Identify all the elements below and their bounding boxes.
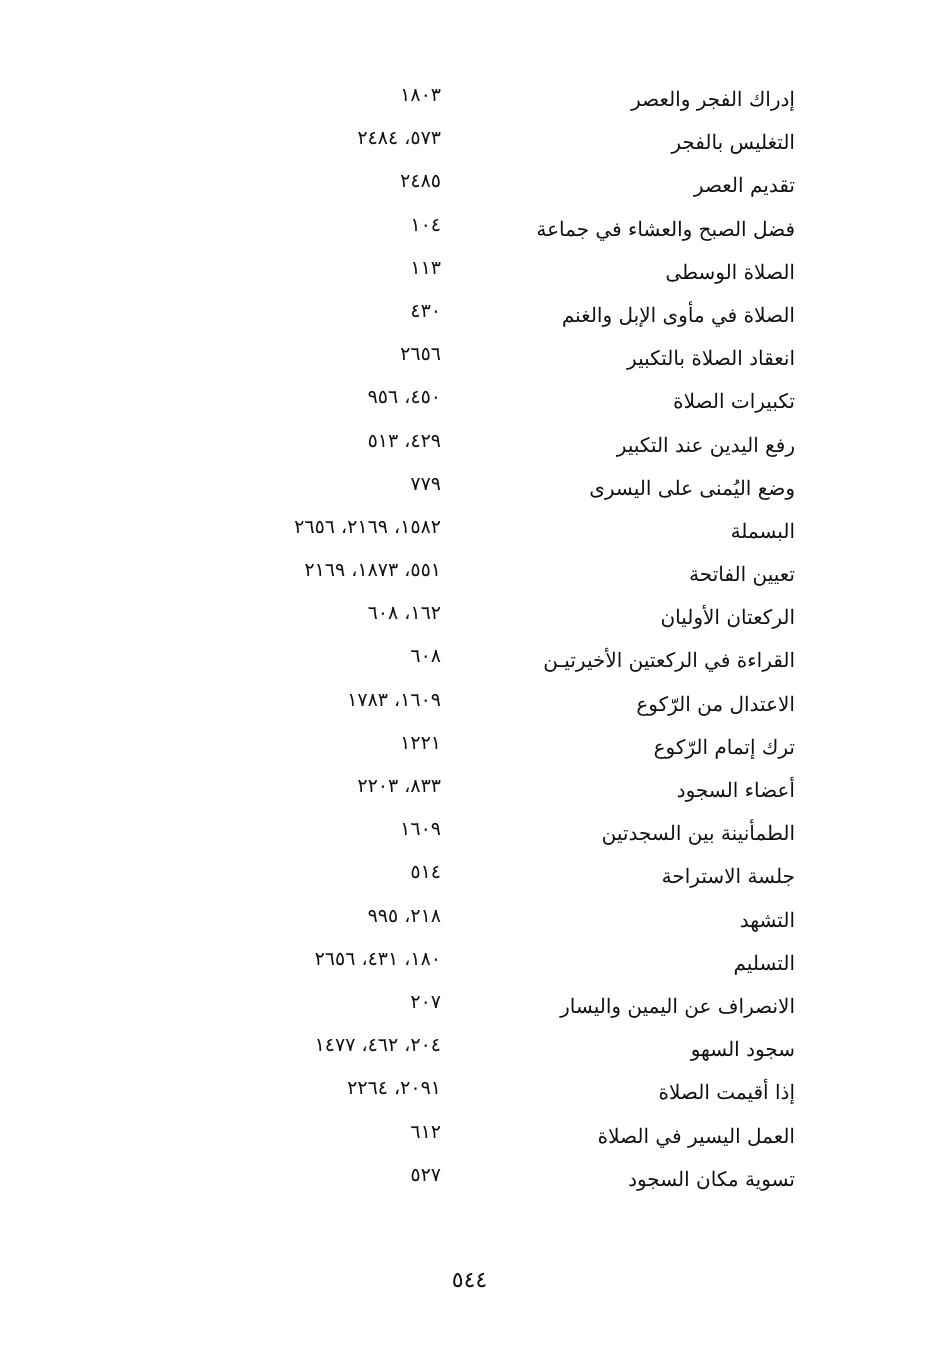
index-topic: سجود السهو	[690, 1037, 795, 1062]
index-topic: الطمأنينة بين السجدتين	[601, 821, 795, 846]
index-topic: تعيين الفاتحة	[689, 562, 795, 587]
index-row	[0, 855, 939, 898]
index-refs: ٥٧٣، ٢٤٨٤	[357, 127, 441, 150]
index-row	[0, 121, 939, 164]
index-refs: ١٦٢، ٦٠٨	[367, 602, 441, 625]
index-refs: ٤٢٩، ٥١٣	[367, 429, 441, 452]
index-refs: ١٢٢١	[400, 731, 441, 754]
index-row	[0, 251, 939, 294]
index-topic: انعقاد الصلاة بالتكبير	[627, 346, 795, 371]
index-row	[0, 985, 939, 1028]
index-topic: العمل اليسير في الصلاة	[597, 1123, 795, 1148]
index-refs: ٥١٤	[410, 861, 441, 884]
index-row	[0, 510, 939, 553]
index-row	[0, 78, 939, 121]
index-row	[0, 380, 939, 423]
index-row	[0, 899, 939, 942]
index-topic: تسوية مكان السجود	[628, 1166, 795, 1191]
index-refs: ٢١٨، ٩٩٥	[367, 904, 441, 927]
index-row	[0, 1158, 939, 1201]
index-topic: الانصراف عن اليمين واليسار	[560, 993, 795, 1018]
index-row	[0, 769, 939, 812]
index-refs: ٨٣٣، ٢٢٠٣	[357, 775, 441, 797]
index-topic: التسليم	[733, 950, 795, 975]
index-topic: الصلاة في مأوى الإبل والغنم	[561, 302, 795, 327]
index-refs: ٢٠٩١، ٢٢٦٤	[347, 1077, 441, 1100]
index-topic: البسملة	[730, 518, 795, 543]
index-refs: ٢٠٧	[410, 990, 441, 1013]
index-topic: إذا أقيمت الصلاة	[658, 1080, 795, 1105]
index-row	[0, 294, 939, 337]
index-row	[0, 424, 939, 467]
index-refs: ٥٥١، ١٨٧٣، ٢١٦٩	[304, 559, 441, 582]
index-refs: ٢٦٥٦	[400, 343, 441, 366]
index-list	[0, 78, 939, 1201]
index-row	[0, 164, 939, 207]
index-topic: تكبيرات الصلاة	[673, 389, 795, 414]
index-topic: جلسة الاستراحة	[661, 864, 795, 889]
index-topic: الاعتدال من الرّكوع	[636, 691, 795, 716]
index-topic: الركعتان الأوليان	[660, 605, 795, 630]
index-row	[0, 1028, 939, 1071]
index-row	[0, 726, 939, 769]
index-refs: ٢٠٤، ٤٦٢، ١٤٧٧	[314, 1034, 441, 1057]
index-refs: ١٨٠، ٤٣١، ٢٦٥٦	[314, 947, 441, 970]
index-topic: إدراك الفجر والعصر	[631, 87, 795, 111]
index-refs: ٦١٢	[410, 1120, 441, 1143]
index-row	[0, 596, 939, 639]
index-topic: تقديم العصر	[693, 173, 795, 198]
index-row	[0, 1115, 939, 1158]
index-refs: ١١٣	[410, 256, 441, 279]
index-row	[0, 812, 939, 855]
index-refs: ٤٥٠، ٩٥٦	[367, 386, 441, 409]
index-refs: ٢٤٨٥	[400, 170, 441, 193]
index-topic: ترك إتمام الرّكوع	[653, 734, 795, 759]
index-row	[0, 337, 939, 380]
index-row	[0, 683, 939, 726]
index-refs: ١٨٠٣	[400, 84, 441, 106]
index-topic: أعضاء السجود	[676, 778, 795, 802]
index-row	[0, 1071, 939, 1114]
page-number: ٥٤٤	[451, 1268, 488, 1293]
index-topic: القراءة في الركعتين الأخيرتيـن	[543, 648, 795, 673]
index-topic: رفع اليدين عند التكبير	[616, 432, 795, 457]
index-refs: ٥٢٧	[410, 1163, 441, 1186]
index-topic: فضل الصبح والعشاء في جماعة	[536, 216, 795, 241]
index-refs: ٦٠٨	[410, 645, 441, 668]
index-refs: ١٦٠٩، ١٧٨٣	[347, 688, 441, 711]
index-refs: ١٠٤	[410, 213, 441, 236]
index-row	[0, 208, 939, 251]
index-refs: ٤٣٠	[410, 299, 441, 322]
index-row	[0, 942, 939, 985]
index-topic: الصلاة الوسطى	[665, 259, 795, 284]
index-refs: ٧٧٩	[410, 472, 441, 495]
index-refs: ١٥٨٢، ٢١٦٩، ٢٦٥٦	[294, 515, 441, 538]
index-refs: ١٦٠٩	[400, 818, 441, 841]
index-topic: التشهد	[739, 907, 795, 932]
index-row	[0, 467, 939, 510]
index-topic: وضع اليُمنى على اليسرى	[589, 475, 795, 500]
index-row	[0, 553, 939, 596]
index-topic: التغليس بالفجر	[671, 130, 795, 155]
index-row	[0, 639, 939, 682]
